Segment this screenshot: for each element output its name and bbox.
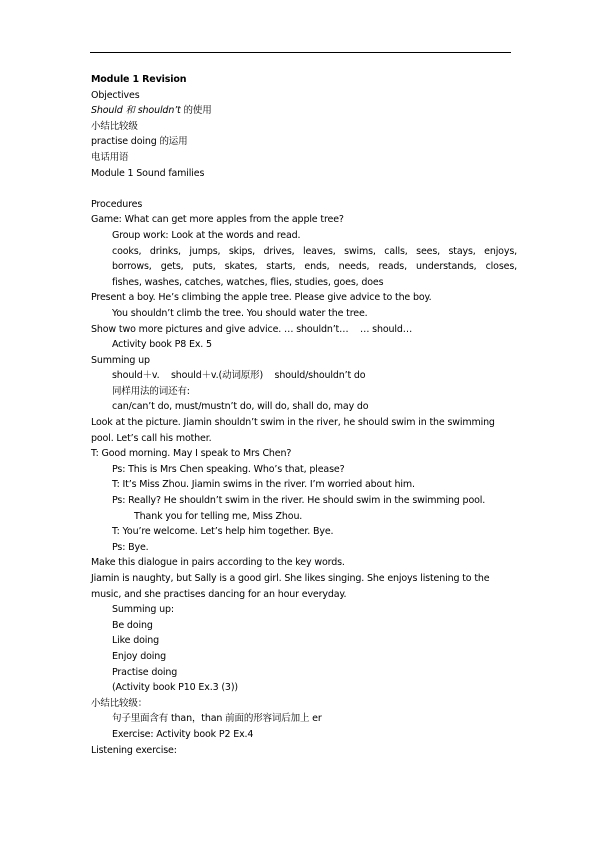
- summary-line: Enjoy doing: [112, 650, 167, 662]
- objective-item: 电话用语: [91, 151, 129, 163]
- procedure-line: 句子里面含有 than，than 前面的形容词后加上 er: [112, 713, 322, 725]
- objectives-label: Objectives: [91, 89, 140, 101]
- summary-line: Be doing: [112, 619, 153, 631]
- header-rule: [90, 52, 511, 53]
- procedure-line: should＋v. should＋v.(动词原形) should/shouldn’t do: [112, 370, 366, 382]
- procedure-line: Present a boy. He’s climbing the apple tree. Please give advice to the boy.: [91, 292, 432, 304]
- procedure-line: Make this dialogue in pairs according to the key words.: [91, 557, 345, 569]
- word-list-line: cooks, drinks, jumps, skips, drives, leaves, swims, calls, sees, stays, enjoys,: [112, 245, 517, 257]
- document-body: [91, 72, 517, 758]
- procedure-line: 小结比较级：: [91, 697, 148, 709]
- procedure-line: Show two more pictures and give advice. … shouldn’t… … should…: [91, 323, 413, 335]
- procedure-line: Jiamin is naughty, but Sally is a good girl. She likes singing. She enjoys listening to the: [91, 573, 490, 584]
- procedure-line: pool. Let’s call his mother.: [91, 432, 212, 444]
- procedures-label: Procedures: [91, 198, 143, 210]
- procedure-line: Group work: Look at the words and read.: [112, 229, 301, 241]
- procedure-line: Listening exercise:: [91, 744, 177, 756]
- word-list-line: borrows, gets, puts, skates, starts, ends, needs, reads, understands, closes,: [112, 261, 517, 273]
- procedure-line: Summing up: [91, 354, 150, 366]
- objective-item: 小结比较级: [91, 120, 138, 132]
- objective-item: [91, 103, 517, 119]
- summary-line: Like doing: [112, 635, 159, 647]
- procedure-line: Exercise: Activity book P2 Ex.4: [112, 728, 254, 740]
- spacer: [91, 181, 517, 197]
- summary-line: Practise doing: [112, 666, 178, 678]
- procedure-line: Look at the picture. Jiamin shouldn’t swim in the river, he should swim in the swimming: [91, 417, 495, 429]
- dialogue-line: T: It’s Miss Zhou. Jiamin swims in the river. I’m worried about him.: [112, 479, 415, 491]
- dialogue-line: Ps: This is Mrs Chen speaking. Who’s that, please?: [112, 463, 345, 475]
- word-list-line: fishes, washes, catches, watches, flies, studies, goes, does: [112, 276, 384, 288]
- procedure-line: can/can’t do, must/mustn’t do, will do, shall do, may do: [112, 401, 369, 413]
- dialogue-line: Ps: Really? He shouldn’t swim in the river. He should swim in the swimming pool.: [112, 495, 486, 507]
- module-heading: Module 1 Revision: [91, 74, 187, 85]
- dialogue-line: T: You’re welcome. Let’s help him together. Bye.: [112, 526, 334, 538]
- objective-item: Module 1 Sound families: [91, 167, 205, 179]
- procedure-line: Activity book P8 Ex. 5: [112, 339, 212, 351]
- dialogue-line: Thank you for telling me, Miss Zhou.: [134, 510, 303, 522]
- dialogue-line: Ps: Bye.: [112, 541, 149, 553]
- procedure-line: You shouldn’t climb the tree. You should water the tree.: [112, 307, 368, 319]
- summary-line: Summing up:: [112, 604, 174, 616]
- procedure-line: Game: What can get more apples from the apple tree?: [91, 214, 344, 226]
- objective-item-rest: 的使用: [180, 105, 212, 117]
- objective-item: practise doing 的运用: [91, 136, 188, 148]
- procedure-line: music, and she practises dancing for an hour everyday.: [91, 588, 347, 600]
- procedure-line: 同样用法的词还有:: [112, 385, 190, 397]
- objective-item-italic: Should 和 shouldn’t: [91, 105, 181, 117]
- summary-line: (Activity book P10 Ex.3 (3)): [112, 682, 238, 694]
- dialogue-line: T: Good morning. May I speak to Mrs Chen?: [91, 448, 292, 460]
